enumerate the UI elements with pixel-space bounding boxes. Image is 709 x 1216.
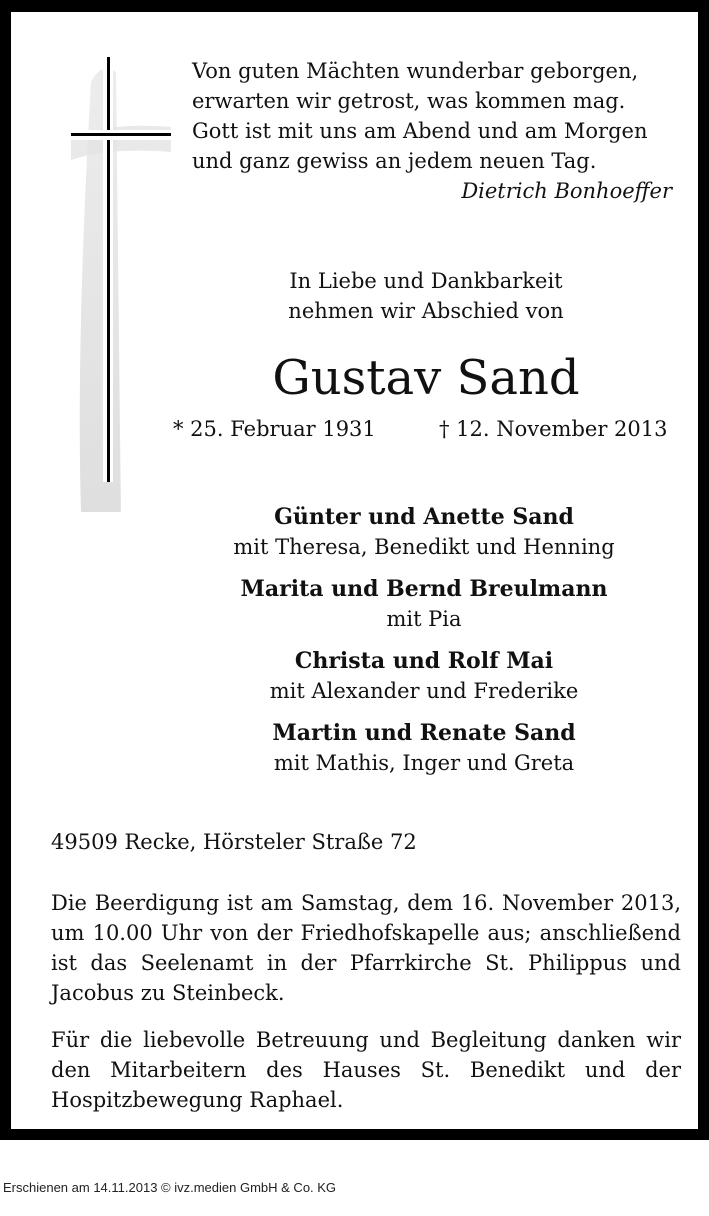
poem <box>192 56 672 206</box>
poem-line: Von guten Mächten wunderbar geborgen, <box>192 59 639 83</box>
family-names: Martin und Renate Sand <box>272 720 576 746</box>
family-group <box>124 646 709 706</box>
death-date: † 12. November 2013 <box>439 417 668 441</box>
intro-text <box>171 266 681 326</box>
family-list <box>124 502 709 790</box>
poem-author: Dietrich Bonhoeffer <box>461 179 672 203</box>
thanks-paragraph: Für die liebevolle Betreuung und Begleitung danken wir den Mitarbeitern des Hauses St. Benedikt und der Hospitzbewegung Raphael. <box>51 1028 681 1112</box>
family-names: Marita und Bernd Breulmann <box>240 576 608 602</box>
funeral-paragraph: Die Beerdigung ist am Samstag, dem 16. November 2013, um 10.00 Uhr von der Friedhofskapelle aus; anschließend ist das Seelenamt in der Pfarrkirche St. Philippus und Jacobus zu Steinbeck. <box>51 891 681 1005</box>
publication-footer: Erschienen am 14.11.2013 © ivz.medien GmbH & Co. KG <box>3 1180 337 1195</box>
family-children: mit Pia <box>386 607 462 631</box>
family-group <box>124 718 709 778</box>
family-group <box>124 574 709 634</box>
family-children: mit Theresa, Benedikt und Henning <box>233 535 615 559</box>
poem-line: Gott ist mit uns am Abend und am Morgen <box>192 119 648 143</box>
intro-line-2: nehmen wir Abschied von <box>288 299 564 323</box>
family-group <box>124 502 709 562</box>
intro-line-1: In Liebe und Dankbarkeit <box>289 269 563 293</box>
family-children: mit Mathis, Inger und Greta <box>273 751 575 775</box>
poem-line: erwarten wir getrost, was kommen mag. <box>192 89 626 113</box>
address: 49509 Recke, Hörsteler Straße 72 <box>51 830 417 854</box>
family-children: mit Alexander und Frederike <box>269 679 579 703</box>
birth-date: * 25. Februar 1931 <box>173 417 376 441</box>
family-names: Christa und Rolf Mai <box>294 648 554 674</box>
deceased-name: Gustav Sand <box>272 350 580 406</box>
family-names: Günter und Anette Sand <box>274 504 574 530</box>
poem-line: und ganz gewiss an jedem neuen Tag. <box>192 149 597 173</box>
